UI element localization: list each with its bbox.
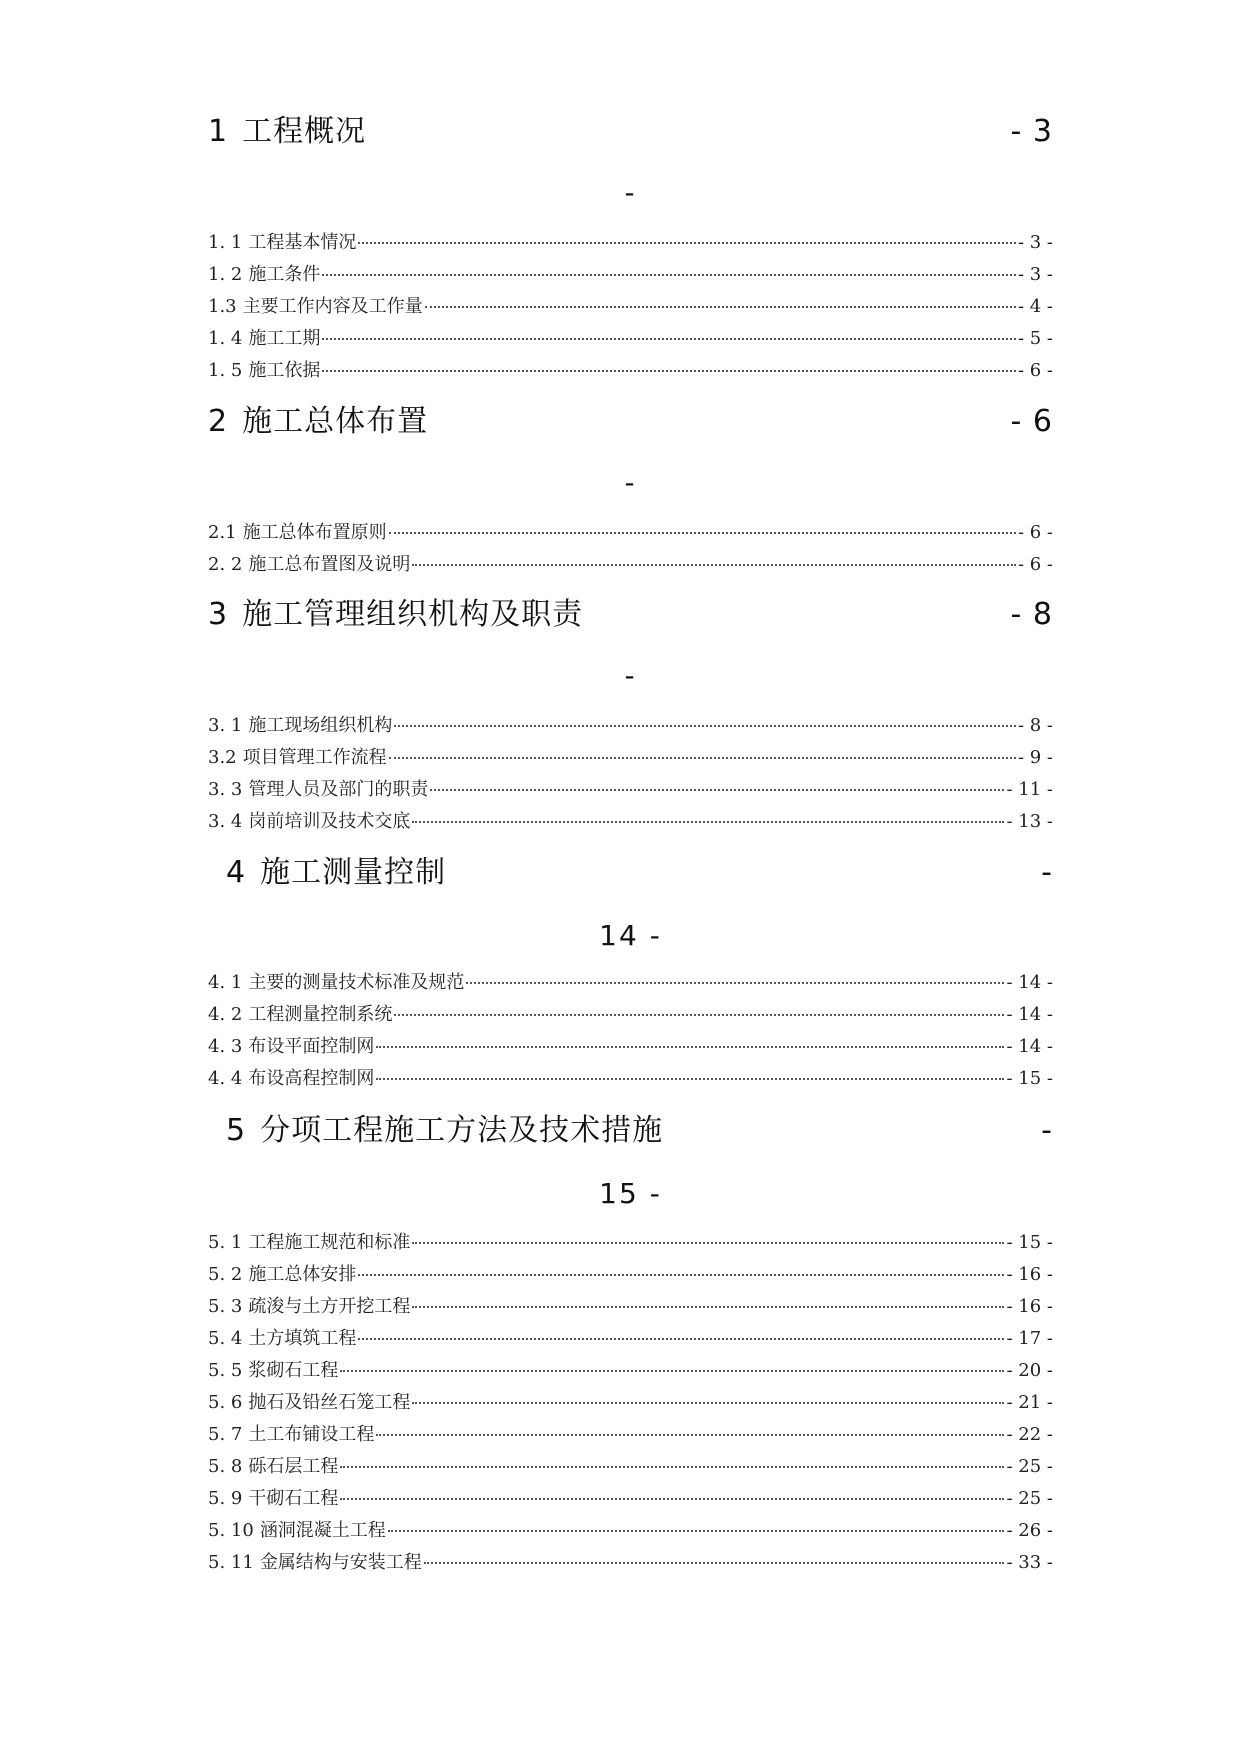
entry-title: 主要的测量技术标准及规范 bbox=[248, 972, 465, 993]
heading-page: - 8 bbox=[1010, 597, 1053, 632]
dot-leader bbox=[358, 1273, 1004, 1276]
heading-page-continuation: - bbox=[624, 659, 637, 692]
entry-page: - 14 - bbox=[1006, 1004, 1053, 1025]
dot-leader bbox=[340, 1465, 1004, 1468]
toc-heading-1[interactable] bbox=[208, 112, 1053, 152]
toc-entry[interactable] bbox=[208, 745, 1053, 771]
entry-title: 土方填筑工程 bbox=[248, 1328, 357, 1349]
entry-page: - 14 - bbox=[1006, 1036, 1053, 1057]
entry-page: - 3 - bbox=[1017, 264, 1053, 285]
heading-page: - 3 bbox=[1010, 114, 1053, 149]
dot-leader bbox=[412, 563, 1016, 566]
dot-leader bbox=[358, 1337, 1004, 1340]
heading-number: 5 bbox=[226, 1113, 247, 1148]
toc-entry[interactable] bbox=[208, 1294, 1053, 1320]
toc-entry[interactable] bbox=[208, 552, 1053, 578]
entry-number: 5. 2 bbox=[208, 1264, 243, 1285]
entry-number: 5. 7 bbox=[208, 1424, 243, 1445]
entry-page: - 16 - bbox=[1006, 1264, 1053, 1285]
entry-page: - 9 - bbox=[1017, 747, 1053, 768]
heading-page-continuation: - bbox=[624, 176, 637, 209]
dot-leader bbox=[388, 1529, 1005, 1532]
toc-entry[interactable] bbox=[208, 1262, 1053, 1288]
entry-title: 浆砌石工程 bbox=[248, 1360, 339, 1381]
toc-entry[interactable] bbox=[208, 326, 1053, 352]
entry-number: 4. 1 bbox=[208, 972, 243, 993]
entry-title: 布设平面控制网 bbox=[248, 1036, 375, 1057]
toc-entry[interactable] bbox=[208, 1230, 1053, 1256]
heading-page-continuation: 14 - bbox=[599, 919, 662, 952]
heading-title: 分项工程施工方法及技术措施 bbox=[260, 1113, 664, 1148]
heading-title: 工程概况 bbox=[242, 114, 367, 149]
toc-entry[interactable] bbox=[208, 1550, 1053, 1576]
entry-number: 2.1 bbox=[208, 522, 237, 543]
entry-title: 施工总体布置原则 bbox=[242, 522, 387, 543]
entry-title: 工程基本情况 bbox=[248, 232, 357, 253]
dot-leader bbox=[394, 1013, 1004, 1016]
entry-number: 4. 4 bbox=[208, 1068, 243, 1089]
entry-number: 1. 1 bbox=[208, 232, 243, 253]
entry-number: 5. 11 bbox=[208, 1552, 254, 1573]
entry-title: 金属结构与安装工程 bbox=[259, 1552, 422, 1573]
dot-leader bbox=[376, 1077, 1004, 1080]
dot-leader bbox=[340, 1369, 1004, 1372]
entry-number: 1. 2 bbox=[208, 264, 243, 285]
entry-number: 5. 10 bbox=[208, 1520, 254, 1541]
toc-entry[interactable] bbox=[208, 358, 1053, 384]
entry-page: - 13 - bbox=[1006, 811, 1053, 832]
entry-title: 干砌石工程 bbox=[248, 1488, 339, 1509]
toc-entry[interactable] bbox=[208, 1002, 1053, 1028]
entry-number: 5. 9 bbox=[208, 1488, 243, 1509]
heading-title: 施工管理组织机构及职责 bbox=[242, 597, 584, 632]
entry-title: 施工总布置图及说明 bbox=[248, 554, 411, 575]
toc-heading-5[interactable] bbox=[208, 1111, 1053, 1151]
entry-title: 施工现场组织机构 bbox=[248, 715, 393, 736]
dot-leader bbox=[322, 273, 1016, 276]
entry-title: 土工布铺设工程 bbox=[248, 1424, 375, 1445]
heading-title: 施工测量控制 bbox=[260, 855, 447, 890]
entry-number: 1. 5 bbox=[208, 360, 243, 381]
dot-leader bbox=[412, 820, 1004, 823]
entry-title: 涵洞混凝土工程 bbox=[259, 1520, 386, 1541]
toc-entry[interactable] bbox=[208, 1486, 1053, 1512]
toc-heading-4[interactable] bbox=[208, 853, 1053, 893]
entry-title: 施工总体安排 bbox=[248, 1264, 357, 1285]
entry-page: - 16 - bbox=[1006, 1296, 1053, 1317]
entry-title: 项目管理工作流程 bbox=[242, 747, 387, 768]
entry-number: 5. 6 bbox=[208, 1392, 243, 1413]
entry-page: - 6 - bbox=[1017, 522, 1053, 543]
entry-title: 岗前培训及技术交底 bbox=[248, 811, 411, 832]
dot-leader bbox=[466, 981, 1004, 984]
entry-page: - 25 - bbox=[1006, 1456, 1053, 1477]
heading-number: 3 bbox=[208, 597, 229, 632]
entry-title: 砾石层工程 bbox=[248, 1456, 339, 1477]
heading-title: 施工总体布置 bbox=[242, 404, 429, 439]
dot-leader bbox=[340, 1497, 1004, 1500]
entry-title: 施工依据 bbox=[248, 360, 321, 381]
dot-leader bbox=[394, 724, 1016, 727]
dot-leader bbox=[430, 788, 1004, 791]
heading-number: 2 bbox=[208, 404, 229, 439]
toc-entry[interactable] bbox=[208, 1518, 1053, 1544]
toc-entry[interactable] bbox=[208, 1422, 1053, 1448]
entry-number: 5. 8 bbox=[208, 1456, 243, 1477]
entry-page: - 25 - bbox=[1006, 1488, 1053, 1509]
entry-title: 施工条件 bbox=[248, 264, 321, 285]
dot-leader bbox=[322, 337, 1016, 340]
entry-page: - 4 - bbox=[1017, 296, 1053, 317]
entry-page: - 20 - bbox=[1006, 1360, 1053, 1381]
toc-entry[interactable] bbox=[208, 1066, 1053, 1092]
entry-page: - 26 - bbox=[1006, 1520, 1053, 1541]
dot-leader bbox=[389, 531, 1016, 534]
toc-entry[interactable] bbox=[208, 520, 1053, 546]
dot-leader bbox=[376, 1045, 1004, 1048]
entry-title: 工程测量控制系统 bbox=[248, 1004, 393, 1025]
toc-entry[interactable] bbox=[208, 1034, 1053, 1060]
entry-page: - 6 - bbox=[1017, 554, 1053, 575]
entry-number: 2. 2 bbox=[208, 554, 243, 575]
entry-page: - 6 - bbox=[1017, 360, 1053, 381]
toc-entry[interactable] bbox=[208, 713, 1053, 739]
entry-title: 布设高程控制网 bbox=[248, 1068, 375, 1089]
entry-number: 5. 3 bbox=[208, 1296, 243, 1317]
entry-number: 5. 1 bbox=[208, 1232, 243, 1253]
entry-title: 抛石及铅丝石笼工程 bbox=[248, 1392, 411, 1413]
dot-leader bbox=[412, 1305, 1004, 1308]
entry-page: - 21 - bbox=[1006, 1392, 1053, 1413]
entry-number: 4. 3 bbox=[208, 1036, 243, 1057]
heading-number: 1 bbox=[208, 114, 229, 149]
entry-page: - 5 - bbox=[1017, 328, 1053, 349]
entry-page: - 15 - bbox=[1006, 1068, 1053, 1089]
entry-page: - 8 - bbox=[1017, 715, 1053, 736]
dot-leader bbox=[322, 369, 1016, 372]
heading-page: - bbox=[1041, 855, 1053, 890]
toc-entry[interactable] bbox=[208, 230, 1053, 256]
entry-number: 3. 3 bbox=[208, 779, 243, 800]
heading-page: - bbox=[1041, 1113, 1053, 1148]
dot-leader bbox=[412, 1241, 1004, 1244]
entry-page: - 11 - bbox=[1006, 779, 1053, 800]
toc-entry[interactable] bbox=[208, 809, 1053, 835]
heading-page-continuation: - bbox=[624, 466, 637, 499]
entry-number: 3.2 bbox=[208, 747, 237, 768]
entry-number: 3. 4 bbox=[208, 811, 243, 832]
entry-number: 5. 5 bbox=[208, 1360, 243, 1381]
entry-title: 工程施工规范和标准 bbox=[248, 1232, 411, 1253]
entry-title: 管理人员及部门的职责 bbox=[248, 779, 429, 800]
heading-page: - 6 bbox=[1010, 404, 1053, 439]
toc-heading-2[interactable] bbox=[208, 402, 1053, 442]
toc-entry[interactable] bbox=[208, 970, 1053, 996]
toc-entry[interactable] bbox=[208, 1326, 1053, 1352]
entry-title: 疏浚与土方开挖工程 bbox=[248, 1296, 411, 1317]
heading-number: 4 bbox=[226, 855, 247, 890]
entry-title: 施工工期 bbox=[248, 328, 321, 349]
entry-number: 1. 4 bbox=[208, 328, 243, 349]
dot-leader bbox=[389, 756, 1016, 759]
toc-entry[interactable] bbox=[208, 294, 1053, 320]
entry-number: 1.3 bbox=[208, 296, 237, 317]
toc-entry[interactable] bbox=[208, 777, 1053, 803]
toc-heading-3[interactable] bbox=[208, 595, 1053, 635]
toc-entry[interactable] bbox=[208, 1358, 1053, 1384]
dot-leader bbox=[358, 241, 1016, 244]
entry-page: - 17 - bbox=[1006, 1328, 1053, 1349]
dot-leader bbox=[376, 1433, 1004, 1436]
heading-page-continuation: 15 - bbox=[599, 1177, 662, 1210]
toc-entry[interactable] bbox=[208, 1390, 1053, 1416]
entry-number: 5. 4 bbox=[208, 1328, 243, 1349]
entry-page: - 33 - bbox=[1006, 1552, 1053, 1573]
toc-entry[interactable] bbox=[208, 1454, 1053, 1480]
dot-leader bbox=[412, 1401, 1004, 1404]
toc-entry[interactable] bbox=[208, 262, 1053, 288]
entry-page: - 14 - bbox=[1006, 972, 1053, 993]
entry-page: - 3 - bbox=[1017, 232, 1053, 253]
entry-page: - 22 - bbox=[1006, 1424, 1053, 1445]
entry-page: - 15 - bbox=[1006, 1232, 1053, 1253]
entry-number: 4. 2 bbox=[208, 1004, 243, 1025]
entry-title: 主要工作内容及工作量 bbox=[242, 296, 423, 317]
entry-number: 3. 1 bbox=[208, 715, 243, 736]
dot-leader bbox=[425, 305, 1016, 308]
dot-leader bbox=[424, 1561, 1005, 1564]
